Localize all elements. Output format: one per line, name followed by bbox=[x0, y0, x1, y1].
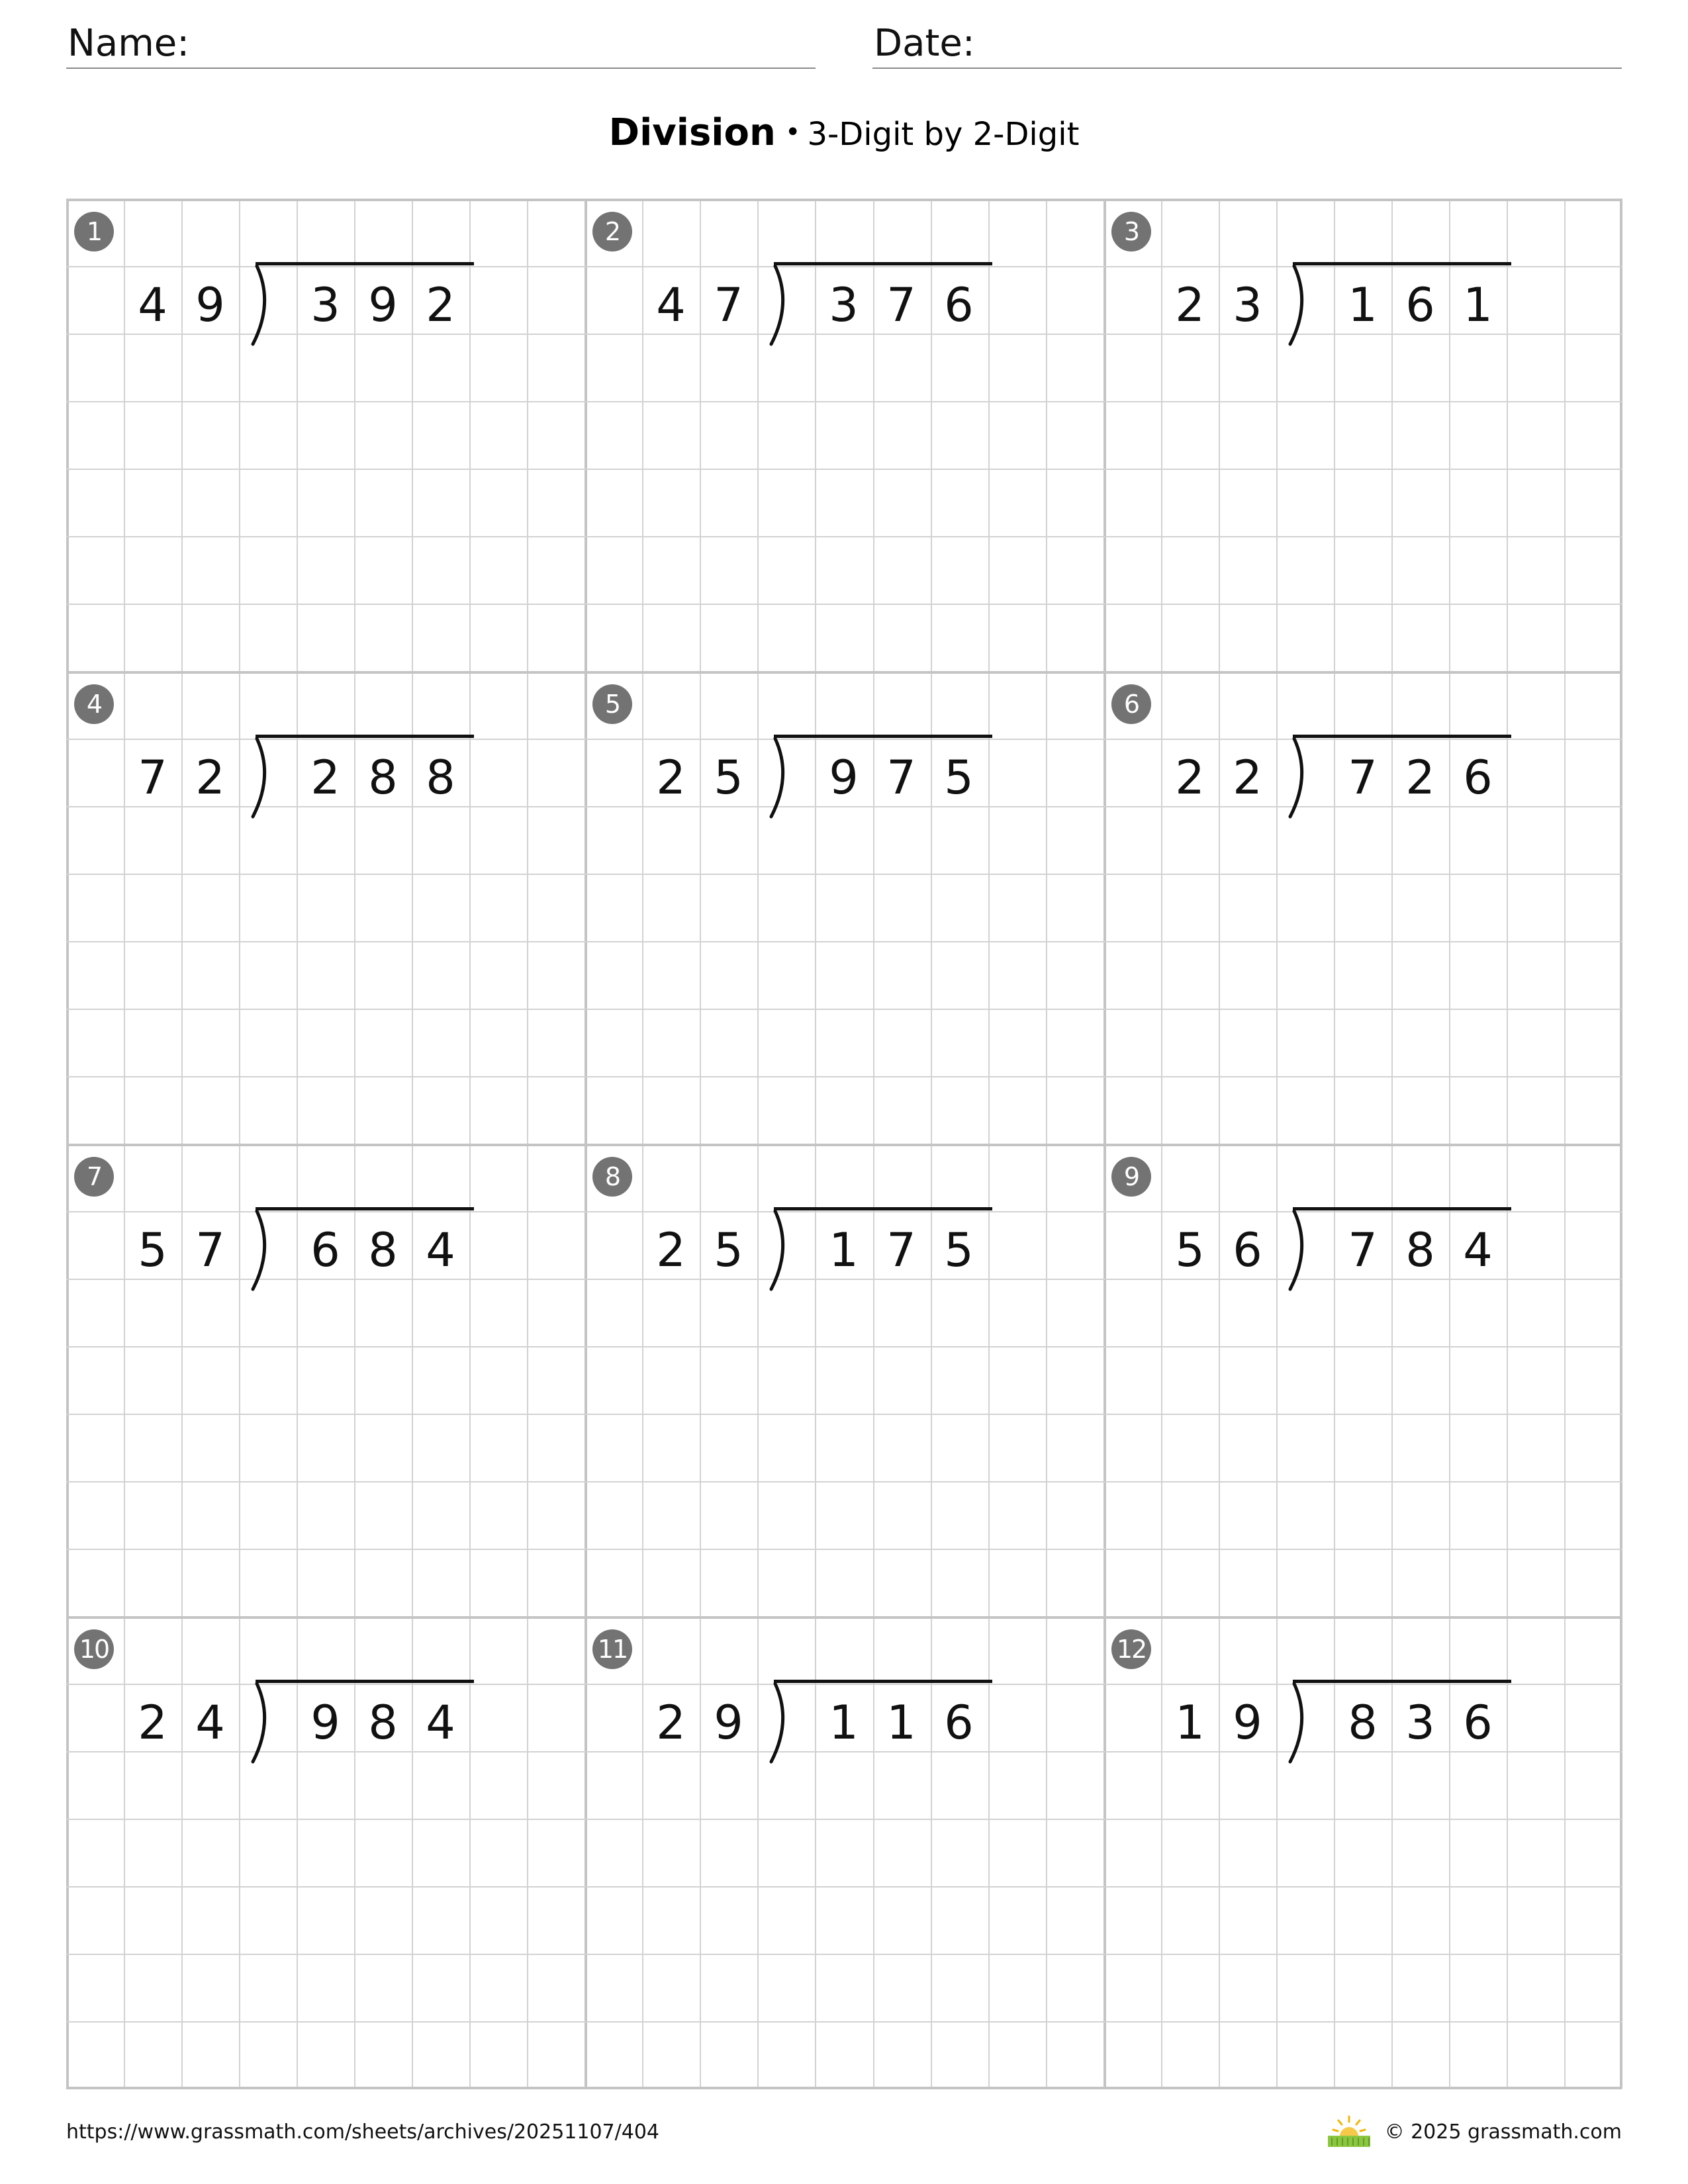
title-subtitle: 3-Digit by 2-Digit bbox=[807, 116, 1080, 153]
divisor-digit: 7 bbox=[714, 278, 743, 332]
dividend-digit: 3 bbox=[310, 278, 340, 332]
divisor-digit: 9 bbox=[195, 278, 225, 332]
division-bar bbox=[774, 735, 992, 738]
title-separator: • bbox=[784, 117, 801, 148]
division-bracket-icon bbox=[249, 1682, 275, 1764]
worksheet-title bbox=[0, 106, 1688, 161]
division-bracket-icon bbox=[1286, 1682, 1313, 1764]
problem-number-badge: 8 bbox=[592, 1157, 632, 1197]
name-label: Name: bbox=[68, 22, 190, 65]
division-bar bbox=[1293, 1680, 1511, 1683]
division-bracket-icon bbox=[249, 265, 275, 347]
divisor-digit: 6 bbox=[1233, 1223, 1262, 1277]
divisor-digit: 2 bbox=[1233, 751, 1262, 805]
divisor-digit: 5 bbox=[1175, 1223, 1205, 1277]
dividend-digit: 1 bbox=[886, 1696, 916, 1750]
dividend-digit: 4 bbox=[1463, 1223, 1493, 1277]
divisor-digit: 3 bbox=[1233, 278, 1262, 332]
problem-7[interactable] bbox=[66, 1144, 585, 1616]
dividend-digit: 6 bbox=[1463, 1696, 1493, 1750]
division-bar bbox=[256, 1680, 474, 1683]
problem-number-badge: 4 bbox=[74, 684, 114, 724]
dividend-digit: 1 bbox=[829, 1696, 859, 1750]
divisor-digit: 7 bbox=[138, 751, 167, 805]
division-bracket-icon bbox=[767, 1682, 794, 1764]
division-bracket-icon bbox=[1286, 265, 1313, 347]
dividend-digit: 6 bbox=[1405, 278, 1435, 332]
dividend-digit: 9 bbox=[310, 1696, 340, 1750]
divisor-digit: 2 bbox=[656, 1696, 686, 1750]
dividend-digit: 8 bbox=[368, 1696, 398, 1750]
problem-3[interactable] bbox=[1103, 199, 1622, 671]
problem-number-badge: 5 bbox=[592, 684, 632, 724]
division-bracket-icon bbox=[249, 1210, 275, 1292]
dividend-digit: 4 bbox=[426, 1696, 455, 1750]
problem-9[interactable] bbox=[1103, 1144, 1622, 1616]
grass-sun-logo-icon bbox=[1325, 2114, 1373, 2148]
dividend-digit: 7 bbox=[1348, 1223, 1378, 1277]
division-bracket-icon bbox=[767, 265, 794, 347]
divisor-digit: 9 bbox=[714, 1696, 743, 1750]
problem-number-badge: 11 bbox=[592, 1629, 632, 1669]
divisor-digit: 2 bbox=[195, 751, 225, 805]
problem-11[interactable] bbox=[585, 1616, 1103, 2089]
footer-copyright: © 2025 grassmath.com bbox=[1384, 2120, 1622, 2144]
problem-number-badge: 9 bbox=[1111, 1157, 1151, 1197]
name-field[interactable] bbox=[66, 20, 816, 69]
divisor-digit: 7 bbox=[195, 1223, 225, 1277]
division-bar bbox=[774, 1207, 992, 1210]
problem-10[interactable] bbox=[66, 1616, 585, 2089]
problem-number-badge: 6 bbox=[1111, 684, 1151, 724]
title-main: Division bbox=[608, 111, 776, 154]
problem-6[interactable] bbox=[1103, 671, 1622, 1144]
problem-12[interactable] bbox=[1103, 1616, 1622, 2089]
dividend-digit: 6 bbox=[944, 278, 974, 332]
divisor-digit: 5 bbox=[138, 1223, 167, 1277]
division-bar bbox=[1293, 735, 1511, 738]
dividend-digit: 7 bbox=[1348, 751, 1378, 805]
division-bar bbox=[774, 1680, 992, 1683]
problem-number-badge: 10 bbox=[74, 1629, 114, 1669]
divisor-digit: 5 bbox=[714, 1223, 743, 1277]
footer-url: https://www.grassmath.com/sheets/archives/20251107/404 bbox=[66, 2120, 660, 2144]
date-field[interactable] bbox=[872, 20, 1622, 69]
division-bracket-icon bbox=[767, 1210, 794, 1292]
dividend-digit: 4 bbox=[426, 1223, 455, 1277]
dividend-digit: 9 bbox=[368, 278, 398, 332]
problem-number-badge: 3 bbox=[1111, 212, 1151, 251]
division-bracket-icon bbox=[1286, 1210, 1313, 1292]
problem-number-badge: 7 bbox=[74, 1157, 114, 1197]
dividend-digit: 1 bbox=[1463, 278, 1493, 332]
problem-1[interactable] bbox=[66, 199, 585, 671]
divisor-digit: 2 bbox=[138, 1696, 167, 1750]
divisor-digit: 4 bbox=[656, 278, 686, 332]
division-bracket-icon bbox=[249, 737, 275, 819]
dividend-digit: 2 bbox=[310, 751, 340, 805]
dividend-digit: 6 bbox=[1463, 751, 1493, 805]
dividend-digit: 9 bbox=[829, 751, 859, 805]
dividend-digit: 7 bbox=[886, 1223, 916, 1277]
divisor-digit: 2 bbox=[1175, 751, 1205, 805]
problem-number-badge: 2 bbox=[592, 212, 632, 251]
dividend-digit: 2 bbox=[426, 278, 455, 332]
divisor-digit: 9 bbox=[1233, 1696, 1262, 1750]
dividend-digit: 5 bbox=[944, 751, 974, 805]
dividend-digit: 8 bbox=[1405, 1223, 1435, 1277]
division-bar bbox=[256, 735, 474, 738]
dividend-digit: 2 bbox=[1405, 751, 1435, 805]
worksheet-grid bbox=[66, 199, 1622, 2089]
divisor-digit: 4 bbox=[195, 1696, 225, 1750]
divisor-digit: 2 bbox=[1175, 278, 1205, 332]
divisor-digit: 5 bbox=[714, 751, 743, 805]
problem-5[interactable] bbox=[585, 671, 1103, 1144]
dividend-digit: 8 bbox=[1348, 1696, 1378, 1750]
division-bar bbox=[256, 262, 474, 265]
divisor-digit: 2 bbox=[656, 751, 686, 805]
dividend-digit: 3 bbox=[1405, 1696, 1435, 1750]
dividend-digit: 1 bbox=[1348, 278, 1378, 332]
date-label: Date: bbox=[874, 22, 975, 65]
problem-8[interactable] bbox=[585, 1144, 1103, 1616]
dividend-digit: 3 bbox=[829, 278, 859, 332]
division-bar bbox=[256, 1207, 474, 1210]
dividend-digit: 8 bbox=[368, 1223, 398, 1277]
dividend-digit: 8 bbox=[426, 751, 455, 805]
dividend-digit: 8 bbox=[368, 751, 398, 805]
division-bar bbox=[1293, 262, 1511, 265]
division-bracket-icon bbox=[767, 737, 794, 819]
divisor-digit: 1 bbox=[1175, 1696, 1205, 1750]
dividend-digit: 6 bbox=[310, 1223, 340, 1277]
division-bar bbox=[1293, 1207, 1511, 1210]
dividend-digit: 7 bbox=[886, 278, 916, 332]
problem-4[interactable] bbox=[66, 671, 585, 1144]
dividend-digit: 6 bbox=[944, 1696, 974, 1750]
dividend-digit: 5 bbox=[944, 1223, 974, 1277]
dividend-digit: 1 bbox=[829, 1223, 859, 1277]
division-bracket-icon bbox=[1286, 737, 1313, 819]
problem-2[interactable] bbox=[585, 199, 1103, 671]
problem-number-badge: 12 bbox=[1111, 1629, 1151, 1669]
division-bar bbox=[774, 262, 992, 265]
divisor-digit: 4 bbox=[138, 278, 167, 332]
dividend-digit: 7 bbox=[886, 751, 916, 805]
divisor-digit: 2 bbox=[656, 1223, 686, 1277]
problem-number-badge: 1 bbox=[74, 212, 114, 251]
